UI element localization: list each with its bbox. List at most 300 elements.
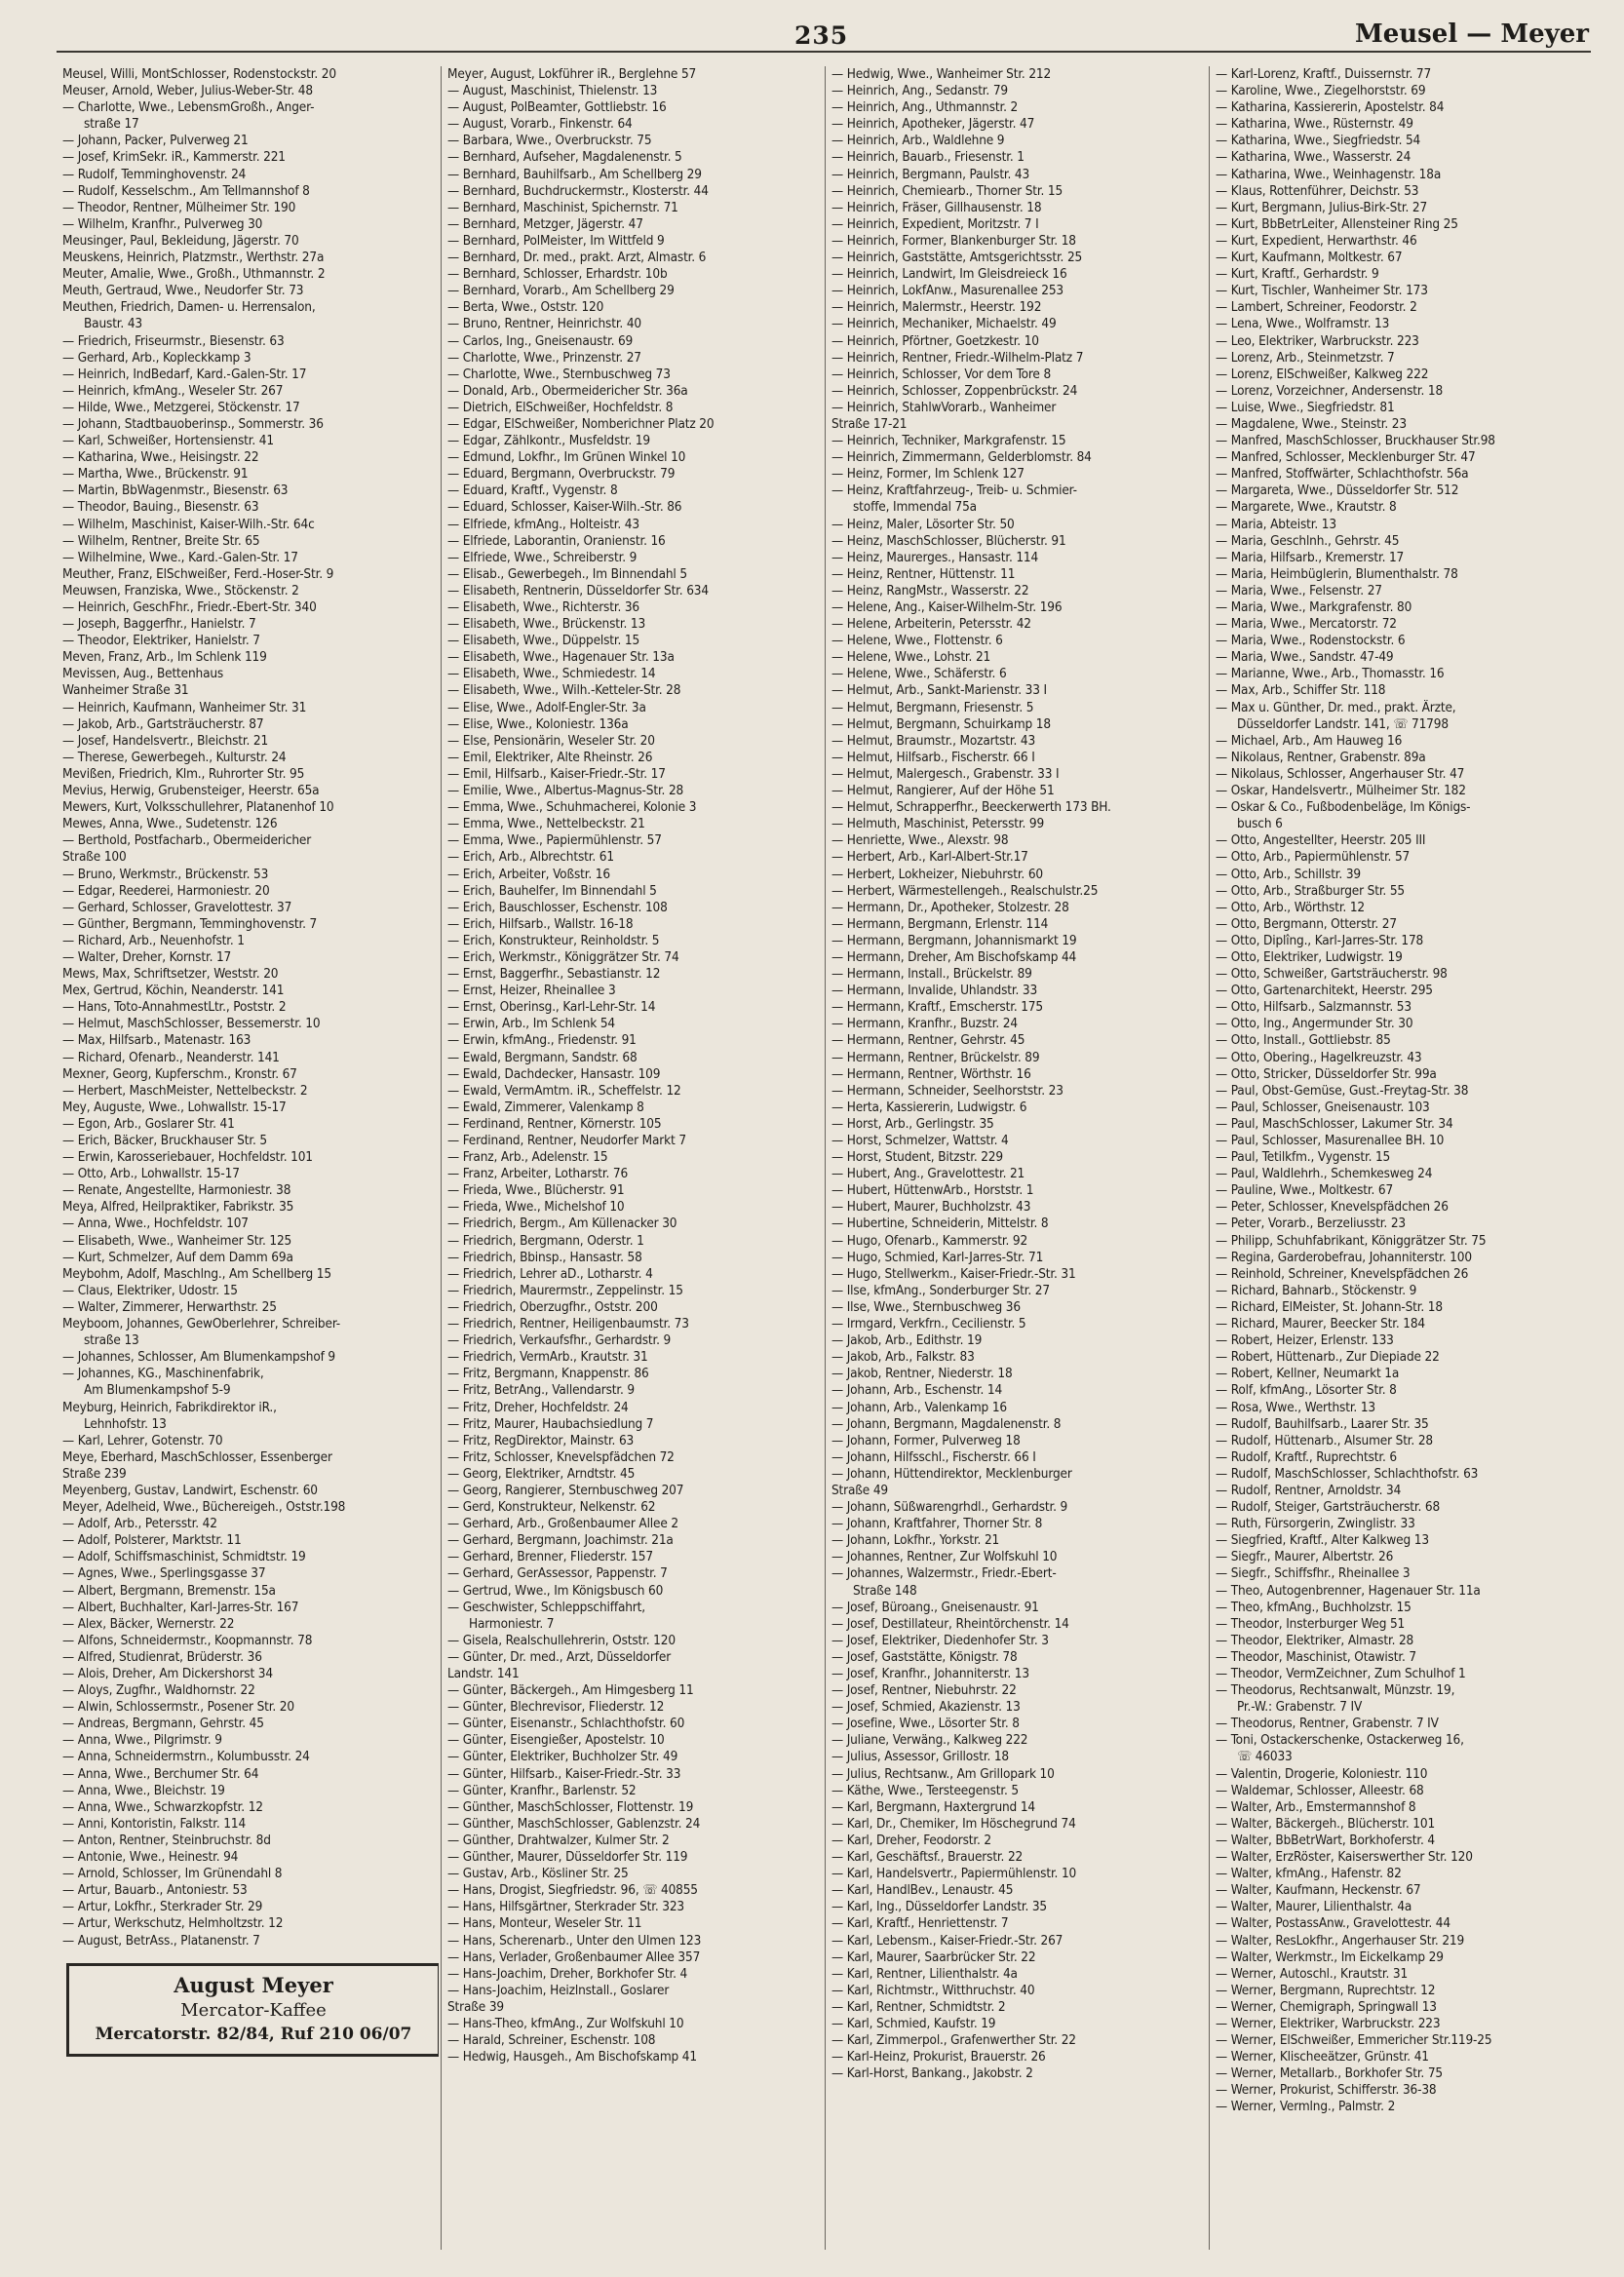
directory-entry: — Herbert, Lokheizer, Niebuhrstr. 60 bbox=[831, 866, 1043, 882]
directory-entry: — Erwin, kfmAng., Friedenstr. 91 bbox=[447, 1032, 637, 1049]
directory-entry: — Otto, Stricker, Düsseldorfer Str. 99a bbox=[1216, 1065, 1437, 1082]
directory-entry: Harmoniestr. 7 bbox=[469, 1615, 555, 1632]
directory-entry: — Heinrich, Schlosser, Zoppenbrückstr. 24 bbox=[831, 382, 1078, 399]
directory-entry: — Johann, Hilfsschl., Fischerstr. 66 I bbox=[831, 1448, 1036, 1465]
directory-entry: — Herta, Kassiererin, Ludwigstr. 6 bbox=[831, 1099, 1027, 1115]
directory-entry: Straße 17-21 bbox=[831, 415, 908, 432]
directory-entry: — Günter, Hilfsarb., Kaiser-Friedr.-Str. 33 bbox=[447, 1765, 681, 1782]
directory-entry: — Reinhold, Schreiner, Knevelspfädchen 26 bbox=[1216, 1265, 1469, 1282]
directory-entry: — Bernhard, Buchdruckermstr., Klosterstr. 44 bbox=[447, 182, 709, 199]
directory-entry: Meyburg, Heinrich, Fabrikdirektor iR., bbox=[62, 1399, 277, 1415]
directory-entry: — Karl, Schmied, Kaufstr. 19 bbox=[831, 2015, 996, 2031]
directory-entry: — Bruno, Werkmstr., Brückenstr. 53 bbox=[62, 866, 269, 882]
directory-entry: — Fritz, BetrAng., Vallendarstr. 9 bbox=[447, 1382, 636, 1399]
directory-entry: — Waldemar, Schlosser, Alleestr. 68 bbox=[1216, 1782, 1424, 1798]
directory-entry: — Heinrich, Zimmermann, Gelderblomstr. 84 bbox=[831, 449, 1092, 466]
directory-entry: — Karoline, Wwe., Ziegelhorststr. 69 bbox=[1216, 83, 1426, 99]
directory-entry: — Gerhard, Arb., Kopleckkamp 3 bbox=[62, 349, 251, 366]
directory-entry: — Helene, Wwe., Lohstr. 21 bbox=[831, 649, 991, 666]
directory-entry: — Otto, Elektriker, Ludwigstr. 19 bbox=[1216, 948, 1403, 965]
directory-entry: — Gertrud, Wwe., Im Königsbusch 60 bbox=[447, 1582, 664, 1599]
directory-entry: — Heinrich, Gaststätte, Amtsgerichtsstr. 25 bbox=[831, 250, 1083, 266]
directory-entry: — Gerhard, Brenner, Fliederstr. 157 bbox=[447, 1549, 653, 1565]
directory-entry: — Maria, Wwe., Sandstr. 47-49 bbox=[1216, 649, 1394, 666]
directory-entry: — Rudolf, Temminghovenstr. 24 bbox=[62, 166, 247, 182]
directory-entry: — Leo, Elektriker, Warbruckstr. 223 bbox=[1216, 332, 1419, 349]
directory-entry: — Hermann, Bergmann, Erlenstr. 114 bbox=[831, 915, 1049, 932]
directory-entry: — Otto, Obering., Hagelkreuzstr. 43 bbox=[1216, 1049, 1422, 1065]
directory-entry: — Heinrich, Bauarb., Friesenstr. 1 bbox=[831, 149, 1025, 166]
directory-entry: — Rudolf, Steiger, Gartsträucherstr. 68 bbox=[1216, 1499, 1441, 1516]
directory-entry: — Heinrich, Bergmann, Paulstr. 43 bbox=[831, 166, 1030, 182]
directory-entry: — Hermann, Bergmann, Johannismarkt 19 bbox=[831, 932, 1077, 948]
directory-entry: — Gerhard, Arb., Großenbaumer Allee 2 bbox=[447, 1516, 678, 1532]
directory-entry: — Artur, Werkschutz, Helmholtzstr. 12 bbox=[62, 1915, 284, 1932]
directory-entry: Straße 100 bbox=[62, 849, 127, 866]
directory-entry: — Johann, Arb., Eschenstr. 14 bbox=[831, 1382, 1003, 1399]
directory-entry: — Karl, Dreher, Feodorstr. 2 bbox=[831, 1832, 992, 1848]
directory-entry: — Hermann, Rentner, Wörthstr. 16 bbox=[831, 1065, 1031, 1082]
directory-entry: — Josef, Destillateur, Rheintörchenstr. 14 bbox=[831, 1615, 1069, 1632]
directory-entry: — Martha, Wwe., Brückenstr. 91 bbox=[62, 466, 249, 482]
directory-entry: — Maria, Hilfsarb., Kremerstr. 17 bbox=[1216, 549, 1405, 565]
directory-entry: — Elisabeth, Wwe., Richterstr. 36 bbox=[447, 599, 640, 615]
directory-entry: — Johannes, KG., Maschinenfabrik, bbox=[62, 1366, 264, 1382]
directory-entry: — Bruno, Rentner, Heinrichstr. 40 bbox=[447, 316, 641, 332]
directory-entry: — Helmut, Bergmann, Friesenstr. 5 bbox=[831, 699, 1034, 715]
directory-entry: — Emma, Wwe., Papiermühlenstr. 57 bbox=[447, 832, 662, 849]
directory-entry: — Erwin, Karosseriebauer, Hochfeldstr. 101 bbox=[62, 1149, 313, 1166]
advertisement-address: Mercatorstr. 82/84, Ruf 210 06/07 bbox=[95, 2024, 412, 2044]
directory-entry: — Hugo, Stellwerkm., Kaiser-Friedr.-Str. 31 bbox=[831, 1265, 1076, 1282]
directory-entry: — Helmut, Rangierer, Auf der Höhe 51 bbox=[831, 783, 1055, 799]
directory-entry: — Ilse, kfmAng., Sonderburger Str. 27 bbox=[831, 1282, 1050, 1298]
directory-entry: — Werner, ElSchweißer, Emmericher Str.119-25 bbox=[1216, 2032, 1492, 2049]
directory-entry: — Artur, Lokfhr., Sterkrader Str. 29 bbox=[62, 1899, 263, 1915]
directory-entry: — Theodor, Elektriker, Almastr. 28 bbox=[1216, 1632, 1414, 1648]
directory-entry: — Franz, Arb., Adelenstr. 15 bbox=[447, 1149, 608, 1166]
directory-entry: — Eduard, Kraftf., Vygenstr. 8 bbox=[447, 482, 618, 499]
directory-entry: — Ernst, Heizer, Rheinallee 3 bbox=[447, 983, 616, 999]
directory-entry: — Paul, MaschSchlosser, Lakumer Str. 34 bbox=[1216, 1115, 1453, 1132]
directory-entry: — Paul, Schlosser, Masurenallee BH. 10 bbox=[1216, 1133, 1445, 1148]
directory-entry: — Frieda, Wwe., Blücherstr. 91 bbox=[447, 1182, 625, 1199]
directory-entry: — Heinrich, Techniker, Markgrafenstr. 15 bbox=[831, 433, 1066, 449]
directory-entry: — Walter, Werkmstr., Im Eickelkamp 29 bbox=[1216, 1949, 1444, 1965]
directory-entry: — Juliane, Verwäng., Kalkweg 222 bbox=[831, 1732, 1028, 1749]
directory-entry: — Helmut, Arb., Sankt-Marienstr. 33 I bbox=[831, 682, 1047, 699]
directory-entry: — Walter, Arb., Emstermannshof 8 bbox=[1216, 1798, 1416, 1815]
directory-entry: — Aloys, Zugfhr., Waldhornstr. 22 bbox=[62, 1682, 255, 1699]
directory-entry: — Helmut, Bergmann, Schuirkamp 18 bbox=[831, 715, 1051, 732]
directory-entry: — Alex, Bäcker, Wernerstr. 22 bbox=[62, 1615, 235, 1632]
directory-entry: — Hilde, Wwe., Metzgerei, Stöckenstr. 17 bbox=[62, 399, 300, 415]
directory-entry: — Edgar, Reederei, Harmoniestr. 20 bbox=[62, 882, 270, 899]
directory-entry: — Josef, Elektriker, Diedenhofer Str. 3 bbox=[831, 1632, 1049, 1648]
directory-entry: — Maria, Wwe., Felsenstr. 27 bbox=[1216, 582, 1382, 598]
directory-entry: — Johann, Süßwarengrhdl., Gerhardstr. 9 bbox=[831, 1499, 1068, 1516]
directory-entry: Meyer, August, Lokführer iR., Berglehne 57 bbox=[447, 66, 697, 82]
directory-entry: — Anni, Kontoristin, Falkstr. 114 bbox=[62, 1815, 247, 1832]
directory-entry: — Käthe, Wwe., Tersteegenstr. 5 bbox=[831, 1782, 1019, 1798]
directory-entry: — Claus, Elektriker, Udostr. 15 bbox=[62, 1282, 238, 1298]
directory-entry: — Otto, Gartenarchitekt, Heerstr. 295 bbox=[1216, 983, 1433, 999]
directory-entry: — Richard, Arb., Neuenhofstr. 1 bbox=[62, 932, 245, 948]
directory-entry: Landstr. 141 bbox=[447, 1666, 520, 1681]
directory-entry: — Maria, Geschlnh., Gehrstr. 45 bbox=[1216, 532, 1400, 549]
directory-entry: — Werner, Elektriker, Warbruckstr. 223 bbox=[1216, 2015, 1441, 2031]
directory-entry: — Anna, Schneidermstrn., Kolumbusstr. 24 bbox=[62, 1749, 310, 1765]
directory-entry: — Heinrich, kfmAng., Weseler Str. 267 bbox=[62, 382, 284, 399]
directory-entry: — Friedrich, Rentner, Heiligenbaumstr. 73 bbox=[447, 1316, 689, 1332]
directory-entry: — Heinz, Rentner, Hüttenstr. 11 bbox=[831, 565, 1016, 582]
directory-entry: — Karl, Rentner, Lilienthalstr. 4a bbox=[831, 1965, 1018, 1982]
directory-entry: Meybohm, Adolf, Maschlng., Am Schellberg 15 bbox=[62, 1265, 331, 1282]
directory-entry: Meye, Eberhard, MaschSchlosser, Essenberger bbox=[62, 1448, 332, 1465]
directory-entry: — Hans, Toto-AnnahmestLtr., Poststr. 2 bbox=[62, 999, 287, 1016]
directory-entry: — Hans, Drogist, Siegfriedstr. 96, ☏ 40855 bbox=[447, 1882, 698, 1899]
directory-entry: — Gustav, Arb., Kösliner Str. 25 bbox=[447, 1866, 629, 1882]
directory-entry: — Ewald, VermAmtm. iR., Scheffelstr. 12 bbox=[447, 1082, 681, 1099]
directory-entry: — Jakob, Arb., Gartsträucherstr. 87 bbox=[62, 715, 264, 732]
directory-entry: — Walter, Dreher, Kornstr. 17 bbox=[62, 948, 232, 965]
directory-entry: — Paul, Obst-Gemüse, Gust.-Freytag-Str. 38 bbox=[1216, 1082, 1469, 1099]
directory-entry: Mexner, Georg, Kupferschm., Kronstr. 67 bbox=[62, 1065, 297, 1082]
directory-entry: — Dietrich, ElSchweißer, Hochfeldstr. 8 bbox=[447, 399, 674, 415]
directory-entry: — August, Maschinist, Thielenstr. 13 bbox=[447, 83, 658, 99]
directory-entry: — Karl-Heinz, Prokurist, Brauerstr. 26 bbox=[831, 2049, 1046, 2065]
directory-entry: — Emil, Hilfsarb., Kaiser-Friedr.-Str. 17 bbox=[447, 765, 666, 782]
directory-entry: — Otto, Bergmann, Otterstr. 27 bbox=[1216, 915, 1397, 932]
directory-entry: — Antonie, Wwe., Heinestr. 94 bbox=[62, 1849, 239, 1866]
directory-entry: — Katharina, Wwe., Rüsternstr. 49 bbox=[1216, 116, 1413, 133]
directory-entry: — Werner, Vermlng., Palmstr. 2 bbox=[1216, 2099, 1396, 2115]
directory-entry: — Karl, Handelsvertr., Papiermühlenstr. 10 bbox=[831, 1866, 1077, 1882]
directory-entry: — Albert, Buchhalter, Karl-Jarres-Str. 167 bbox=[62, 1599, 299, 1615]
directory-entry: — Otto, Ing., Angermunder Str. 30 bbox=[1216, 1016, 1413, 1032]
directory-entry: — Theodor, Elektriker, Hanielstr. 7 bbox=[62, 633, 260, 649]
directory-entry: — Walter, BbBetrWart, Borkhoferstr. 4 bbox=[1216, 1832, 1435, 1848]
directory-entry: — Elfriede, Wwe., Schreiberstr. 9 bbox=[447, 549, 638, 565]
directory-entry: — Hubert, HüttenwArb., Horststr. 1 bbox=[831, 1182, 1034, 1199]
directory-entry: — Heinrich, Mechaniker, Michaelstr. 49 bbox=[831, 316, 1057, 332]
directory-entry: — Karl, Richtmstr., Witthruchstr. 40 bbox=[831, 1982, 1035, 1998]
directory-entry: — Werner, Metallarb., Borkhofer Str. 75 bbox=[1216, 2065, 1443, 2082]
directory-entry: Meusinger, Paul, Bekleidung, Jägerstr. 70 bbox=[62, 232, 299, 249]
directory-entry: — Hans, Verlader, Großenbaumer Allee 357 bbox=[447, 1949, 701, 1965]
directory-entry: — Ferdinand, Rentner, Körnerstr. 105 bbox=[447, 1115, 662, 1132]
directory-entry: — Günther, Maurer, Düsseldorfer Str. 119 bbox=[447, 1849, 688, 1866]
directory-entry: — Eduard, Bergmann, Overbruckstr. 79 bbox=[447, 466, 676, 482]
directory-entry: — Siegfr., Maurer, Albertstr. 26 bbox=[1216, 1549, 1394, 1565]
directory-entry: — Walter, kfmAng., Hafenstr. 82 bbox=[1216, 1866, 1402, 1882]
directory-entry: — Theodor, Rentner, Mülheimer Str. 190 bbox=[62, 199, 296, 215]
directory-entry: — Theodorus, Rechtsanwalt, Münzstr. 19, bbox=[1216, 1682, 1455, 1699]
directory-entry: Meyer, Adelheid, Wwe., Büchereigeh., Oststr.198 bbox=[62, 1499, 346, 1516]
directory-entry: — Hans-Joachim, Heizlnstall., Goslarer bbox=[447, 1982, 670, 1998]
directory-entry: — Kurt, Expedient, Herwarthstr. 46 bbox=[1216, 232, 1417, 249]
directory-entry: — Erich, Hilfsarb., Wallstr. 16-18 bbox=[447, 915, 634, 932]
directory-entry: — Erich, Bauschlosser, Eschenstr. 108 bbox=[447, 899, 668, 915]
directory-entry: — Walter, PostassAnw., Gravelottestr. 44 bbox=[1216, 1915, 1450, 1932]
directory-entry: — Heinrich, Ang., Uthmannstr. 2 bbox=[831, 99, 1019, 116]
directory-entry: — Robert, Kellner, Neumarkt 1a bbox=[1216, 1366, 1400, 1382]
directory-entry: — Heinz, MaschSchlosser, Blücherstr. 91 bbox=[831, 532, 1066, 549]
directory-entry: — Fritz, Bergmann, Knappenstr. 86 bbox=[447, 1366, 649, 1382]
directory-entry: — Emilie, Wwe., Albertus-Magnus-Str. 28 bbox=[447, 783, 684, 799]
directory-entry: — Barbara, Wwe., Overbruckstr. 75 bbox=[447, 133, 652, 149]
directory-entry: — Heinrich, Former, Blankenburger Str. 18 bbox=[831, 232, 1076, 249]
directory-entry: — Elise, Wwe., Adolf-Engler-Str. 3a bbox=[447, 699, 646, 715]
directory-entry: — Ilse, Wwe., Sternbuschweg 36 bbox=[831, 1298, 1021, 1315]
directory-entry: Mews, Max, Schriftsetzer, Weststr. 20 bbox=[62, 966, 279, 983]
directory-entry: — Heinz, Former, Im Schlenk 127 bbox=[831, 466, 1025, 482]
directory-entry: — Alois, Dreher, Am Dickershorst 34 bbox=[62, 1666, 273, 1681]
directory-entry: — Heinrich, LokfAnw., Masurenallee 253 bbox=[831, 283, 1063, 299]
directory-entry: Mey, Auguste, Wwe., Lohwallstr. 15-17 bbox=[62, 1099, 287, 1115]
directory-entry: — Maria, Wwe., Mercatorstr. 72 bbox=[1216, 616, 1397, 633]
directory-entry: — August, Vorarb., Finkenstr. 64 bbox=[447, 116, 633, 133]
directory-entry: — Rolf, kfmAng., Lösorter Str. 8 bbox=[1216, 1382, 1397, 1399]
directory-entry: — Adolf, Polsterer, Marktstr. 11 bbox=[62, 1532, 242, 1549]
directory-entry: Meyboom, Johannes, GewOberlehrer, Schreiber- bbox=[62, 1316, 341, 1332]
directory-entry: — Richard, Maurer, Beecker Str. 184 bbox=[1216, 1316, 1426, 1332]
directory-entry: — Hermann, Dreher, Am Bischofskamp 44 bbox=[831, 948, 1077, 965]
directory-entry: — Hans, Monteur, Weseler Str. 11 bbox=[447, 1915, 642, 1932]
directory-entry: — Heinrich, Rentner, Friedr.-Wilhelm-Platz 7 bbox=[831, 349, 1084, 366]
advertisement-box bbox=[66, 1963, 439, 2057]
directory-entry: — Elfriede, Laborantin, Oranienstr. 16 bbox=[447, 532, 666, 549]
directory-entry: — Günter, Kranfhr., Barlenstr. 52 bbox=[447, 1782, 637, 1798]
directory-entry: — Rudolf, Kraftf., Ruprechtstr. 6 bbox=[1216, 1448, 1397, 1465]
directory-entry: — Theodor, Bauing., Biesenstr. 63 bbox=[62, 499, 259, 516]
directory-entry: — Magdalene, Wwe., Steinstr. 23 bbox=[1216, 415, 1407, 432]
directory-entry: — Egon, Arb., Goslarer Str. 41 bbox=[62, 1115, 235, 1132]
directory-entry: — Friedrich, Bergm., Am Küllenacker 30 bbox=[447, 1216, 677, 1232]
directory-entry: Lehnhofstr. 13 bbox=[84, 1415, 167, 1432]
directory-entry: — Adolf, Schiffsmaschinist, Schmidtstr. 19 bbox=[62, 1549, 306, 1565]
directory-entry: — Otto, Diplîng., Karl-Jarres-Str. 178 bbox=[1216, 932, 1424, 948]
directory-entry: — Lena, Wwe., Wolframstr. 13 bbox=[1216, 316, 1390, 332]
directory-entry: — Katharina, Wwe., Wasserstr. 24 bbox=[1216, 149, 1411, 166]
directory-entry: — Josef, Handelsvertr., Bleichstr. 21 bbox=[62, 732, 269, 749]
directory-entry: — Kurt, BbBetrLeiter, Allensteiner Ring 25 bbox=[1216, 215, 1458, 232]
directory-entry: — Helmut, Hilfsarb., Fischerstr. 66 I bbox=[831, 749, 1035, 765]
directory-entry: — Hugo, Ofenarb., Kammerstr. 92 bbox=[831, 1232, 1028, 1249]
directory-entry: — Marianne, Wwe., Arb., Thomasstr. 16 bbox=[1216, 666, 1445, 682]
directory-entry: — Robert, Hüttenarb., Zur Diepiade 22 bbox=[1216, 1349, 1440, 1366]
directory-entry: — Katharina, Kassiererin, Apostelstr. 84 bbox=[1216, 99, 1445, 116]
directory-entry: — Ewald, Dachdecker, Hansastr. 109 bbox=[447, 1065, 661, 1082]
directory-entry: — Margarete, Wwe., Krautstr. 8 bbox=[1216, 499, 1397, 516]
directory-entry: — Josef, Kranfhr., Johanniterstr. 13 bbox=[831, 1666, 1029, 1681]
directory-entry: — Horst, Schmelzer, Wattstr. 4 bbox=[831, 1133, 1009, 1148]
directory-entry: — Agnes, Wwe., Sperlingsgasse 37 bbox=[62, 1565, 266, 1582]
directory-entry: — Fritz, Dreher, Hochfeldstr. 24 bbox=[447, 1399, 629, 1415]
directory-entry: — Kurt, Bergmann, Julius-Birk-Str. 27 bbox=[1216, 199, 1428, 215]
directory-entry: — Irmgard, Verkfrn., Cecilienstr. 5 bbox=[831, 1316, 1026, 1332]
directory-entry: — Herbert, Arb., Karl-Albert-Str.17 bbox=[831, 849, 1028, 866]
directory-entry: — Arnold, Schlosser, Im Grünendahl 8 bbox=[62, 1866, 283, 1882]
directory-entry: — Hedwig, Wwe., Wanheimer Str. 212 bbox=[831, 66, 1052, 82]
directory-entry: — Otto, Schweißer, Gartsträucherstr. 98 bbox=[1216, 966, 1448, 983]
directory-entry: — Elisabeth, Wwe., Düppelstr. 15 bbox=[447, 633, 640, 649]
directory-entry: — Elfriede, kfmAng., Holteistr. 43 bbox=[447, 516, 639, 532]
directory-entry: — Johann, Packer, Pulverweg 21 bbox=[62, 133, 249, 149]
directory-entry: — Anna, Wwe., Hochfeldstr. 107 bbox=[62, 1216, 249, 1232]
directory-entry: — Andreas, Bergmann, Gehrstr. 45 bbox=[62, 1716, 264, 1732]
directory-entry: — Walter, ResLokfhr., Angerhauser Str. 219 bbox=[1216, 1932, 1465, 1949]
directory-entry: — Julius, Assessor, Grillostr. 18 bbox=[831, 1749, 1010, 1765]
directory-entry: — Wilhelm, Maschinist, Kaiser-Wilh.-Str. 64c bbox=[62, 516, 315, 532]
directory-entry: — Theodorus, Rentner, Grabenstr. 7 IV bbox=[1216, 1716, 1439, 1732]
directory-entry: — Heinrich, Schlosser, Vor dem Tore 8 bbox=[831, 366, 1052, 382]
directory-entry: stoffe, Immendal 75a bbox=[853, 499, 977, 516]
directory-entry: — Otto, Angestellter, Heerstr. 205 III bbox=[1216, 832, 1426, 849]
directory-entry: — Toni, Ostackerschenke, Ostackerweg 16, bbox=[1216, 1732, 1464, 1749]
directory-entry: — August, BetrAss., Platanenstr. 7 bbox=[62, 1932, 260, 1949]
directory-entry: — Heinz, RangMstr., Wasserstr. 22 bbox=[831, 582, 1029, 598]
directory-entry: — Bernhard, Bauhilfsarb., Am Schellberg 29 bbox=[447, 166, 702, 182]
directory-entry: — Regina, Garderobefrau, Johanniterstr. 100 bbox=[1216, 1249, 1472, 1265]
directory-entry: — Hubert, Maurer, Buchholzstr. 43 bbox=[831, 1199, 1031, 1216]
column-3-entries bbox=[831, 66, 1203, 2082]
directory-entry: — Erich, Bauhelfer, Im Binnendahl 5 bbox=[447, 882, 657, 899]
directory-entry: — Hermann, Kranfhr., Buzstr. 24 bbox=[831, 1016, 1018, 1032]
directory-entry: — Bernhard, PolMeister, Im Wittfeld 9 bbox=[447, 232, 665, 249]
directory-entry: — Luise, Wwe., Siegfriedstr. 81 bbox=[1216, 399, 1395, 415]
directory-entry: — Else, Pensionärin, Weseler Str. 20 bbox=[447, 732, 655, 749]
directory-entry: Straße 39 bbox=[447, 1998, 504, 2015]
directory-entry: — Robert, Heizer, Erlenstr. 133 bbox=[1216, 1332, 1394, 1349]
directory-entry: — Gerd, Konstrukteur, Nelkenstr. 62 bbox=[447, 1499, 656, 1516]
directory-entry: — Bernhard, Vorarb., Am Schellberg 29 bbox=[447, 283, 675, 299]
directory-entry: — Friedrich, Maurermstr., Zeppelinstr. 15 bbox=[447, 1282, 683, 1298]
directory-entry: — Gerhard, GerAssessor, Pappenstr. 7 bbox=[447, 1565, 668, 1582]
directory-entry: — Hugo, Schmied, Karl-Jarres-Str. 71 bbox=[831, 1249, 1044, 1265]
directory-entry: — Heinrich, Landwirt, Im Gleisdreieck 16 bbox=[831, 266, 1067, 283]
directory-entry: Meuser, Arnold, Weber, Julius-Weber-Str. 48 bbox=[62, 83, 313, 99]
directory-entry: — Gerhard, Schlosser, Gravelottestr. 37 bbox=[62, 899, 292, 915]
directory-entry: — Karl, Geschäftsf., Brauerstr. 22 bbox=[831, 1849, 1024, 1866]
directory-entry: — Karl, Dr., Chemiker, Im Höschegrund 74 bbox=[831, 1815, 1076, 1832]
directory-entry: — Emma, Wwe., Nettelbeckstr. 21 bbox=[447, 816, 645, 832]
directory-entry: — Wilhelm, Kranfhr., Pulverweg 30 bbox=[62, 215, 263, 232]
directory-entry: — Donald, Arb., Obermeidericher Str. 36a bbox=[447, 382, 688, 399]
directory-entry: — Max u. Günther, Dr. med., prakt. Ärzte, bbox=[1216, 699, 1456, 715]
column-1 bbox=[57, 66, 439, 2250]
column-2 bbox=[441, 66, 823, 2250]
directory-entry: — Horst, Student, Bitzstr. 229 bbox=[831, 1149, 1003, 1166]
directory-entry: — Richard, Bahnarb., Stöckenstr. 9 bbox=[1216, 1282, 1417, 1298]
directory-entry: — Rudolf, Hüttenarb., Alsumer Str. 28 bbox=[1216, 1432, 1433, 1448]
directory-entry: — Lorenz, Arb., Steinmetzstr. 7 bbox=[1216, 349, 1395, 366]
directory-entry: — Otto, Arb., Wörthstr. 12 bbox=[1216, 899, 1365, 915]
directory-entry: — Ernst, Baggerfhr., Sebastianstr. 12 bbox=[447, 966, 661, 983]
directory-entry: — Hermann, Kraftf., Emscherstr. 175 bbox=[831, 999, 1043, 1016]
directory-entry: — Margareta, Wwe., Düsseldorfer Str. 512 bbox=[1216, 482, 1459, 499]
directory-entry: — Bernhard, Aufseher, Magdalenenstr. 5 bbox=[447, 149, 682, 166]
directory-entry: — Geschwister, Schleppschiffahrt, bbox=[447, 1599, 645, 1615]
directory-entry: — Herbert, Wärmestellengeh., Realschulstr.25 bbox=[831, 882, 1099, 899]
directory-entry: Meusel, Willi, MontSchlosser, Rodenstockstr. 20 bbox=[62, 66, 336, 82]
directory-entry: — Günter, Blechrevisor, Fliederstr. 12 bbox=[447, 1699, 665, 1716]
directory-entry: Mevius, Herwig, Grubensteiger, Heerstr. 65a bbox=[62, 783, 320, 799]
directory-entry: — Lorenz, ElSchweißer, Kalkweg 222 bbox=[1216, 366, 1429, 382]
directory-entry: Meuter, Amalie, Wwe., Großh., Uthmannstr. 2 bbox=[62, 266, 326, 283]
directory-entry: — Charlotte, Wwe., Prinzenstr. 27 bbox=[447, 349, 641, 366]
directory-entry: — Peter, Vorarb., Berzeliusstr. 23 bbox=[1216, 1216, 1406, 1232]
directory-entry: — Heinrich, IndBedarf, Kard.-Galen-Str. 17 bbox=[62, 366, 307, 382]
directory-entry: — Ewald, Bergmann, Sandstr. 68 bbox=[447, 1049, 638, 1065]
directory-entry: — Hans-Theo, kfmAng., Zur Wolfskuhl 10 bbox=[447, 2015, 684, 2031]
directory-entry: — Artur, Bauarb., Antoniestr. 53 bbox=[62, 1882, 248, 1899]
directory-entry: — Franz, Arbeiter, Lotharstr. 76 bbox=[447, 1166, 629, 1182]
directory-entry: — Siegfried, Kraftf., Alter Kalkweg 13 bbox=[1216, 1532, 1429, 1549]
directory-entry: — Klaus, Rottenführer, Deichstr. 53 bbox=[1216, 182, 1419, 199]
directory-entry: — Heinrich, Pförtner, Goetzkestr. 10 bbox=[831, 332, 1039, 349]
directory-entry: — Alwin, Schlossermstr., Posener Str. 20 bbox=[62, 1699, 294, 1716]
directory-entry: — Walter, Maurer, Lilienthalstr. 4a bbox=[1216, 1899, 1412, 1915]
directory-entry: — Erich, Arbeiter, Voßstr. 16 bbox=[447, 866, 610, 882]
directory-entry: Straße 49 bbox=[831, 1482, 888, 1498]
advertisement-title: August Meyer bbox=[174, 1972, 333, 1997]
directory-entry: — Hermann, Install., Brückelstr. 89 bbox=[831, 966, 1032, 983]
directory-entry: — Joseph, Baggerfhr., Hanielstr. 7 bbox=[62, 616, 256, 633]
directory-entry: — Kurt, Tischler, Wanheimer Str. 173 bbox=[1216, 283, 1428, 299]
directory-entry: — Helene, Ang., Kaiser-Wilhelm-Str. 196 bbox=[831, 599, 1063, 615]
directory-entry: — Berta, Wwe., Oststr. 120 bbox=[447, 299, 604, 316]
directory-entry: — Wilhelmine, Wwe., Kard.-Galen-Str. 17 bbox=[62, 549, 298, 565]
directory-entry: — Heinrich, Apotheker, Jägerstr. 47 bbox=[831, 116, 1035, 133]
directory-entry: — Walter, Bäckergeh., Blücherstr. 101 bbox=[1216, 1815, 1436, 1832]
directory-entry: Mevißen, Friedrich, Klm., Ruhrorter Str. 95 bbox=[62, 765, 305, 782]
directory-entry: — Katharina, Wwe., Siegfriedstr. 54 bbox=[1216, 133, 1421, 149]
column-3 bbox=[825, 66, 1207, 2250]
directory-entry: — Frieda, Wwe., Michelshof 10 bbox=[447, 1199, 625, 1216]
directory-entry: Am Blumenkampshof 5-9 bbox=[84, 1382, 231, 1399]
directory-entry: — Oskar & Co., Fußbodenbeläge, Im Königs- bbox=[1216, 799, 1471, 816]
directory-entry: — Siegfr., Schiffsfhr., Rheinallee 3 bbox=[1216, 1565, 1411, 1582]
directory-entry: — Jakob, Rentner, Niederstr. 18 bbox=[831, 1366, 1013, 1382]
directory-entry: — Erich, Konstrukteur, Reinholdstr. 5 bbox=[447, 932, 660, 948]
directory-entry: — Bernhard, Schlosser, Erhardstr. 10b bbox=[447, 266, 668, 283]
directory-entry: — Rudolf, MaschSchlosser, Schlachthofstr. 63 bbox=[1216, 1465, 1479, 1482]
column-4 bbox=[1209, 66, 1591, 2250]
directory-entry: Mevissen, Aug., Bettenhaus bbox=[62, 666, 224, 682]
directory-entry: — Fritz, Maurer, Haubachsiedlung 7 bbox=[447, 1415, 654, 1432]
directory-entry: — Heinz, Kraftfahrzeug-, Treib- u. Schmier- bbox=[831, 482, 1077, 499]
directory-entry: — Josef, KrimSekr. iR., Kammerstr. 221 bbox=[62, 149, 286, 166]
directory-entry: — Karl-Lorenz, Kraftf., Duissernstr. 77 bbox=[1216, 66, 1432, 82]
directory-entry: Meuther, Franz, ElSchweißer, Ferd.-Hoser-Str. 9 bbox=[62, 565, 334, 582]
directory-entry: — Peter, Schlosser, Knevelspfädchen 26 bbox=[1216, 1199, 1449, 1216]
directory-entry: — Heinrich, Expedient, Moritzstr. 7 I bbox=[831, 215, 1039, 232]
directory-entry: — Charlotte, Wwe., Sternbuschweg 73 bbox=[447, 366, 671, 382]
directory-entry: — Karl, Rentner, Schmidtstr. 2 bbox=[831, 1998, 1006, 2015]
directory-entry: — Henriette, Wwe., Alexstr. 98 bbox=[831, 832, 1009, 849]
directory-entry: — Karl-Horst, Bankang., Jakobstr. 2 bbox=[831, 2065, 1033, 2082]
directory-entry: — Max, Hilfsarb., Matenastr. 163 bbox=[62, 1032, 251, 1049]
directory-entry: — Edgar, ElSchweißer, Nomberichner Platz 20 bbox=[447, 415, 715, 432]
page-number: 235 bbox=[794, 21, 849, 50]
directory-entry: Mewers, Kurt, Volksschullehrer, Platanenhof 10 bbox=[62, 799, 334, 816]
directory-entry: — Hermann, Schneider, Seelhorststr. 23 bbox=[831, 1082, 1063, 1099]
directory-entry: — Albert, Bergmann, Bremenstr. 15a bbox=[62, 1582, 276, 1599]
directory-entry: — Karl, Bergmann, Haxtergrund 14 bbox=[831, 1798, 1035, 1815]
directory-entry: Baustr. 43 bbox=[84, 316, 142, 332]
directory-entry: — Erich, Werkmstr., Königgrätzer Str. 74 bbox=[447, 948, 679, 965]
